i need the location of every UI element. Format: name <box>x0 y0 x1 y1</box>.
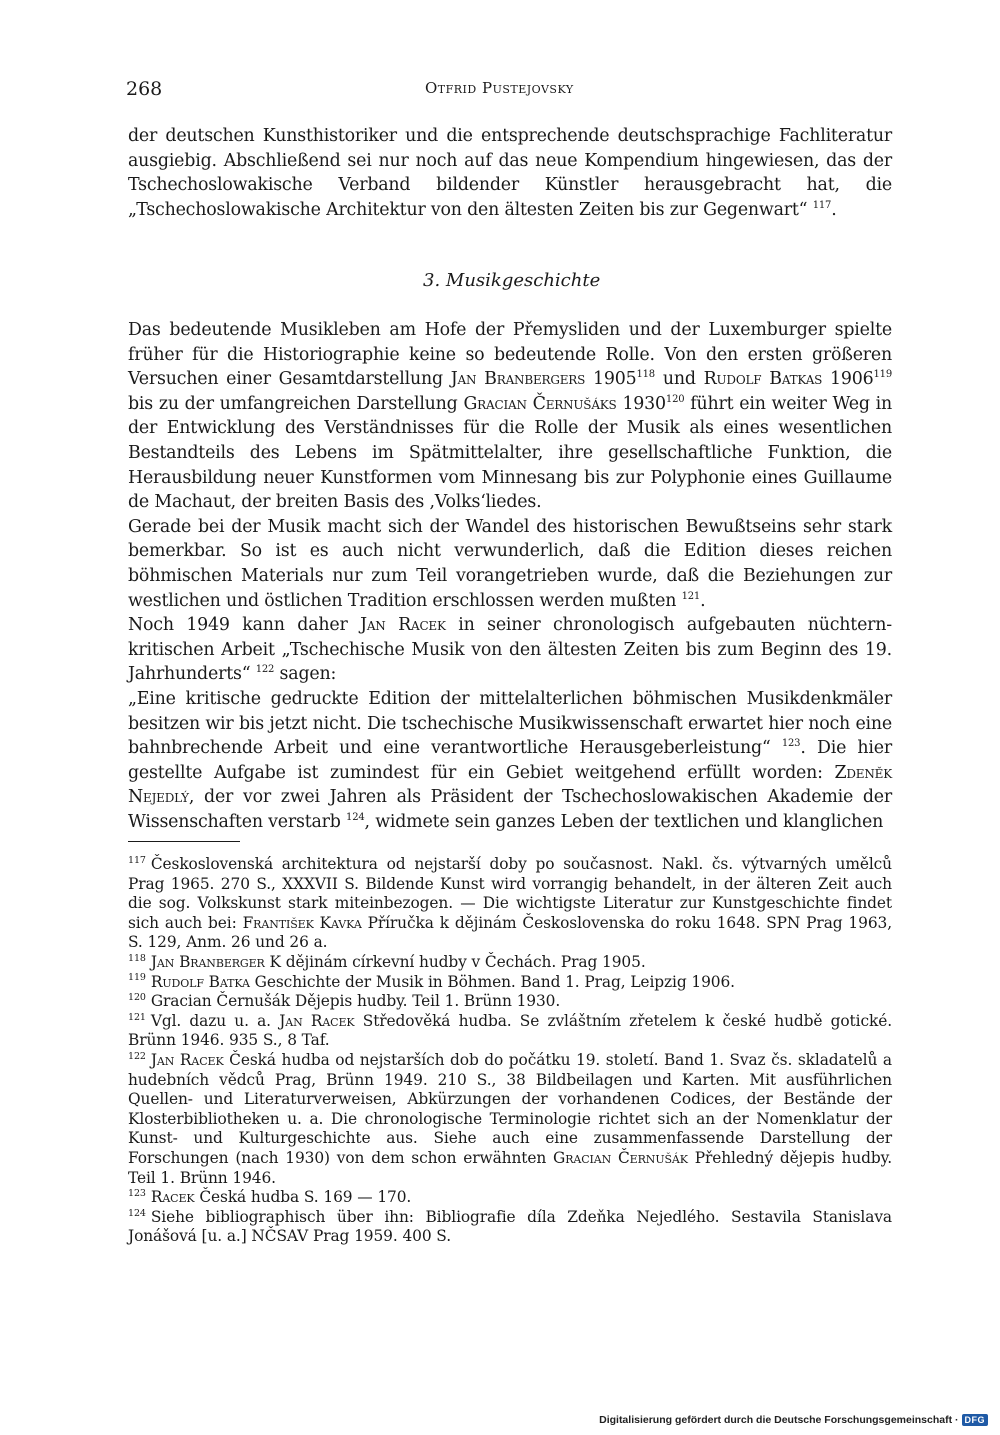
footnote-text: Československá architektura od nejstarší doby po současnost. Nakl. čs. výtvarných umělců Prag 1965. 270 S., XXXVII S. Bildende Kunst wird vorrangig behandelt, in der älteren Zeit auch die sog. Volkskunst stark miteinbezogen. — Die wichtigste Literatur zur Kunstgeschichte findet sich auch bei: <box>128 855 892 932</box>
intro-text: der deutschen Kunsthistoriker und die entsprechende deutschsprachige Fachliteratur ausgiebig. Abschließend sei nur noch auf das neue Kompendium hingewiesen, das der Tschechoslowakische Verband bildender Künstler herausgebracht hat, die „Tschechoslowakische Architektur von den ältesten Zeiten bis zur Gegenwart“ <box>128 126 892 220</box>
footnote-number: 122 <box>128 1050 146 1062</box>
intro-paragraph <box>128 124 892 222</box>
footnote-number: 123 <box>128 1187 146 1199</box>
author-name: Jan Branberger <box>150 952 265 971</box>
p4-text-c: , der vor zwei Jahren als Präsident der Tschechoslowakischen Akademie der Wissenschaften verstarb <box>128 787 892 832</box>
author-name: Jan Racek <box>279 1011 355 1030</box>
p1-year2: 1906 <box>822 369 874 390</box>
footnote-text: K dějinám církevní hudby v Čechách. Prag 1905. <box>264 952 646 971</box>
footnote-number: 124 <box>128 1207 146 1219</box>
p2-end: . <box>700 590 706 611</box>
p1-text-a: Das bedeutende Musikleben am Hofe der Přemysliden und der Luxemburger spielte früher für die Historiographie keine so bedeutende Rolle. Von den ersten größeren Versuchen einer Gesamtdarstellung <box>128 320 892 390</box>
footnote-ref-123[interactable]: 123 <box>781 738 801 750</box>
author-name: Rudolf Batka <box>150 972 250 991</box>
footnote-text: Vgl. dazu u. a. <box>150 1011 280 1030</box>
credit-text: Digitalisierung gefördert durch die Deutsche Forschungsgemeinschaft · <box>599 1414 959 1426</box>
page-number: 268 <box>126 78 163 100</box>
footnote-divider <box>128 841 240 842</box>
footnote-text: Gracian Černušák Dějepis hudby. Teil 1. Brünn 1930. <box>150 992 561 1011</box>
footnote-118 <box>128 953 892 973</box>
author-name: Gracian Černušák <box>553 1148 688 1167</box>
p1-text-c: führt ein weiter Weg in der Entwicklung des Verständnisses für die Rolle der Musik als eines wesentlichen Bestandteils des Lebens im Spätmittelalter, ihre gesellschaftliche Funktion, die Herausbildung neuer Kunstformen vom Minnesang bis zur Polyphonie eines Guillaume de Machaut, der breiten Basis des ‚Volks‘liedes. <box>128 393 892 513</box>
footnote-ref-122[interactable]: 122 <box>255 664 275 676</box>
footnote-number: 117 <box>128 854 146 866</box>
p4-text-a: „Eine kritische gedruckte Edition der mittelalterlichen böhmischen Musikdenkmäler besitzen wir bis jetzt nicht. Die tschechische Musikwissenschaft erwartet hier noch eine bahnbrechende Arbeit und eine verantwortliche Herausgeberleistung“ <box>128 688 892 759</box>
footnote-124 <box>128 1208 892 1247</box>
footnote-119 <box>128 973 892 993</box>
footnote-text: Česká hudba S. 169 — 170. <box>194 1188 412 1207</box>
section-heading: 3. Musikgeschichte <box>423 270 601 291</box>
p1-und: und <box>654 369 704 390</box>
paragraph-2 <box>128 515 892 613</box>
footnote-text: Geschichte der Musik in Böhmen. Band 1. Prag, Leipzig 1906. <box>249 972 735 991</box>
author-name: Rudolf Batkas <box>703 369 823 390</box>
footnote-number: 118 <box>128 952 146 964</box>
footnote-ref-120[interactable]: 120 <box>665 393 685 405</box>
footnote-text: Středověká hudba. Se zvláštním zřetelem k české hudbě gotické. Brünn 1946. 935 S., 8 Taf. <box>128 1011 892 1050</box>
intro-end: . <box>831 199 837 220</box>
author-name: Gracian Černušáks <box>463 393 617 414</box>
footnote-ref-124[interactable]: 124 <box>346 812 365 824</box>
p3-text-b: in seiner chronologisch aufgebauten nüchtern-kritischen Arbeit „Tschechische Musik von den ältesten Zeiten bis zum Beginn des 19. Jahrhunderts“ <box>128 615 892 685</box>
footnote-number: 120 <box>128 992 146 1004</box>
footnote-ref-118[interactable]: 118 <box>636 369 655 381</box>
p1-year3: 1930 <box>616 393 666 414</box>
footnote-number: 121 <box>128 1011 146 1023</box>
dfg-logo-icon[interactable]: DFG <box>962 1414 989 1426</box>
p1-year1: 1905 <box>585 369 637 390</box>
paragraph-3 <box>128 613 892 687</box>
footnote-ref-121[interactable]: 121 <box>681 590 701 602</box>
footnote-122 <box>128 1051 892 1188</box>
paragraph-1 <box>128 318 892 515</box>
main-text <box>128 318 892 834</box>
p3-text-a: Noch 1949 kann daher <box>128 615 361 636</box>
footnote-text: Příručka k dějinám Československa do roku 1648. SPN Prag 1963, S. 129, Anm. 26 und 26 a. <box>128 913 892 952</box>
footnote-ref-119[interactable]: 119 <box>873 369 893 381</box>
p1-text-b: bis zu der umfangreichen Darstellung <box>128 393 464 414</box>
footnote-number: 119 <box>128 972 146 984</box>
digitization-credit <box>599 1414 988 1426</box>
footnote-text: Česká hudba od nejstarších dob do počátku 19. století. Band 1. Svaz čs. skladatelů a hudebních vědců Prag, Brünn 1949. 210 S., 38 Bildbeilagen und Karten. Mit ausführlichen Quellen- und Literaturverweisen, Abkürzungen der vorhandenen Codices, der Bestände der Klosterbibliotheken u. a. Die chronologische Terminologie richtet sich an der Nomenklatur der Kunst- und Kulturgeschichte aus. Siehe auch eine zusammenfassende Darstellung der Forschungen (nach 1930) von dem schon erwähnten <box>128 1050 892 1167</box>
footnote-123 <box>128 1188 892 1208</box>
running-head: Otfrid Pustejovsky <box>425 79 574 97</box>
footnote-117 <box>128 855 892 953</box>
p4-text-b: . Die hier gestellte Aufgabe ist zumindest für ein Gebiet weitgehend erfüllt worden: <box>128 738 893 783</box>
p3-end: sagen: <box>274 664 337 685</box>
author-name: Jan Branbergers <box>450 369 586 390</box>
footnote-text: Přehledný dějepis hudby. Teil 1. Brünn 1946. <box>128 1148 893 1187</box>
author-name: František Kavka <box>242 913 362 932</box>
paragraph-4 <box>128 687 892 835</box>
p2-text: Gerade bei der Musik macht sich der Wandel des historischen Bewußtseins sehr stark bemerkbar. So ist es auch nicht verwunderlich, daß die Edition dieses reichen böhmischen Materials nur zum Teil vorangetrieben wurde, daß die Beziehungen zur westlichen und östlichen Tradition erschlossen werden mußten <box>128 516 892 611</box>
footnote-120 <box>128 992 892 1012</box>
author-name: Zdeněk Nejedlý <box>128 762 892 808</box>
author-name: Racek <box>150 1188 195 1207</box>
footnote-text: Siehe bibliographisch über ihn: Bibliografie díla Zdeňka Nejedlého. Sestavila Stanislava Jonášová [u. a.] NČSAV Prag 1959. 400 S. <box>128 1207 892 1246</box>
author-name: Jan Racek <box>150 1050 224 1069</box>
footnote-121 <box>128 1012 892 1051</box>
footnotes <box>128 855 892 1247</box>
p4-text-d: , widmete sein ganzes Leben der textlichen und klanglichen <box>364 811 884 832</box>
author-name: Jan Racek <box>360 615 446 636</box>
footnote-ref-117[interactable]: 117 <box>812 199 832 211</box>
